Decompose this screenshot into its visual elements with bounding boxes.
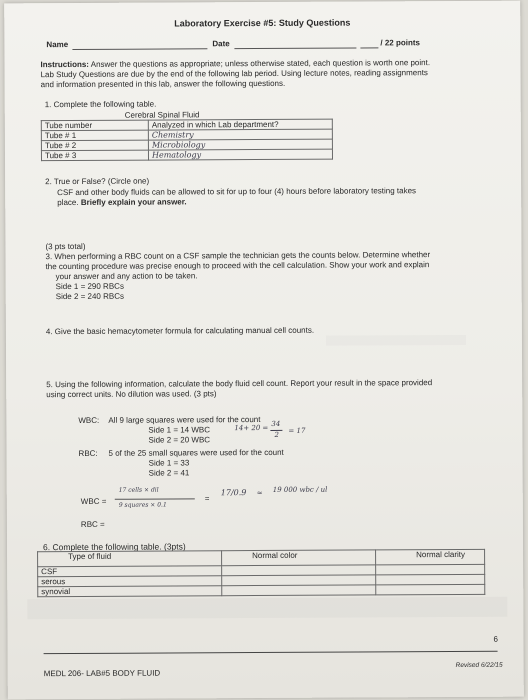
instructions-label: Instructions: [40,59,89,70]
table-row [41,149,332,161]
footer-rule [44,651,498,654]
handwritten-answer: Hematology [151,150,202,160]
worksheet-page [4,1,524,700]
instructions-line-2: Lab Study Questions are due by the end of the following lab period. Using lecture notes, reading assignments [40,68,428,80]
footer-revised: Revised 6/22/15 [455,661,503,670]
name-blank[interactable] [72,48,207,50]
footer-course: MEDL 206- LAB#5 BODY FLUID [43,668,161,679]
tube-label: Tube # 2 [41,140,148,151]
handwritten-answer: Chemistry [151,130,194,140]
wbc-side-1: Side 1 = 14 WBC [148,425,211,435]
instructions-text-1: Answer the questions as appropriate; unless otherwise stated, each question is worth one point. [90,58,431,69]
column-header-department: Analyzed in which Lab department? [148,119,332,130]
fluid-name: serous [38,576,222,587]
question-3-side-1: Side 1 = 290 RBCs [55,281,124,292]
instructions-line-3: and information presented in this lab, answer the following questions. [40,78,286,90]
wbc-work-denominator: 2 [274,430,279,439]
wbc-equals-sign: = [204,494,210,504]
question-2-prompt: 2. True or False? (Circle one) [45,176,150,187]
date-blank[interactable] [234,48,356,50]
question-2-text: place. [57,197,79,208]
handwritten-answer: Microbiology [151,140,206,150]
wbc-equation-label: WBC = [80,496,107,506]
question-3-line-2: the counting procedure was precise enough to proceed with the cell calculation. Show your work and explain [45,260,430,272]
wbc-work-eq: = [262,423,269,433]
wbc-fraction-numerator[interactable]: 17 cells × dil [118,486,159,494]
name-label: Name [46,40,69,50]
column-header-fluid: Type of fluid [38,551,222,567]
question-3-line-1: 3. When performing a RBC count on a CSF sample the technician gets the counts below. Determine whether [45,250,431,262]
clarity-cell[interactable] [376,564,485,575]
wbc-side-2: Side 2 = 20 WBC [148,435,211,445]
rbc-side-1: Side 1 = 33 [148,458,190,468]
tube-label: Tube # 3 [41,150,148,161]
question-5-line-1: 5. Using the following information, calculate the body fluid cell count. Report your result in the space provided [46,378,433,390]
column-header-clarity: Normal clarity [376,549,485,565]
points-blank[interactable] [360,47,378,48]
wbc-description: All 9 large squares were used for the count [108,415,261,425]
rbc-equation-label: RBC = [80,519,105,529]
question-2-line-1: CSF and other body fluids can be allowed to sit for up to four (4) hours before laboratory testing takes [57,186,417,198]
column-header-tube: Tube number [41,120,148,131]
fluid-name: synovial [38,586,222,597]
question-6-prompt: 6. Complete the following table. (3pts) [43,541,186,553]
wbc-fraction-bar [115,498,195,499]
question-3-points: (3 pts total) [45,241,86,252]
csf-table-title: Cerebral Spinal Fluid [124,110,200,120]
rbc-label: RBC: [78,448,98,458]
question-2-explain: Briefly explain your answer. [80,197,187,207]
clarity-cell[interactable] [376,574,485,585]
wbc-result: 19 000 wbc / ul [272,485,328,494]
fluid-table [37,549,485,597]
wbc-work-result: = 17 [288,426,306,435]
points-total: / 22 points [380,38,420,48]
question-5-line-2: using correct units. No dilution was used. (3 pts) [46,389,217,400]
wbc-work-numerator: 34 [271,419,281,428]
fluid-name: CSF [38,566,222,577]
answer-cell[interactable] [148,149,332,160]
wbc-fraction-denominator[interactable]: 9 squares × 0.1 [118,501,167,509]
rbc-side-2: Side 2 = 41 [148,468,190,478]
column-header-color: Normal color [222,550,376,566]
page-number: 6 [493,634,498,644]
wbc-approx-sign: ≈ [256,489,263,498]
question-3-side-2: Side 2 = 240 RBCs [55,291,125,302]
date-label: Date [212,39,230,49]
wbc-calculation: 17/0.9 [220,488,247,498]
question-2-line-2 [57,197,186,208]
page-title: Laboratory Exercise #5: Study Questions [174,17,351,29]
bleed-through-shade [27,597,507,620]
question-3-line-3: your answer and any action to be taken. [55,271,198,282]
csf-tube-table [41,119,333,162]
wbc-label: WBC: [78,415,100,425]
rbc-description: 5 of the 25 small squares were used for the count [108,447,284,458]
question-4-prompt: 4. Give the basic hemacytometer formula for calculating manual cell counts. [45,325,315,337]
table-row [38,584,485,596]
color-cell[interactable] [222,585,376,596]
clarity-cell[interactable] [376,584,485,595]
tube-label: Tube # 1 [41,130,148,141]
question-1-prompt: 1. Complete the following table. [44,99,157,110]
bleed-through-shade [326,335,466,346]
wbc-work-sum: 14+ 20 [234,424,261,433]
